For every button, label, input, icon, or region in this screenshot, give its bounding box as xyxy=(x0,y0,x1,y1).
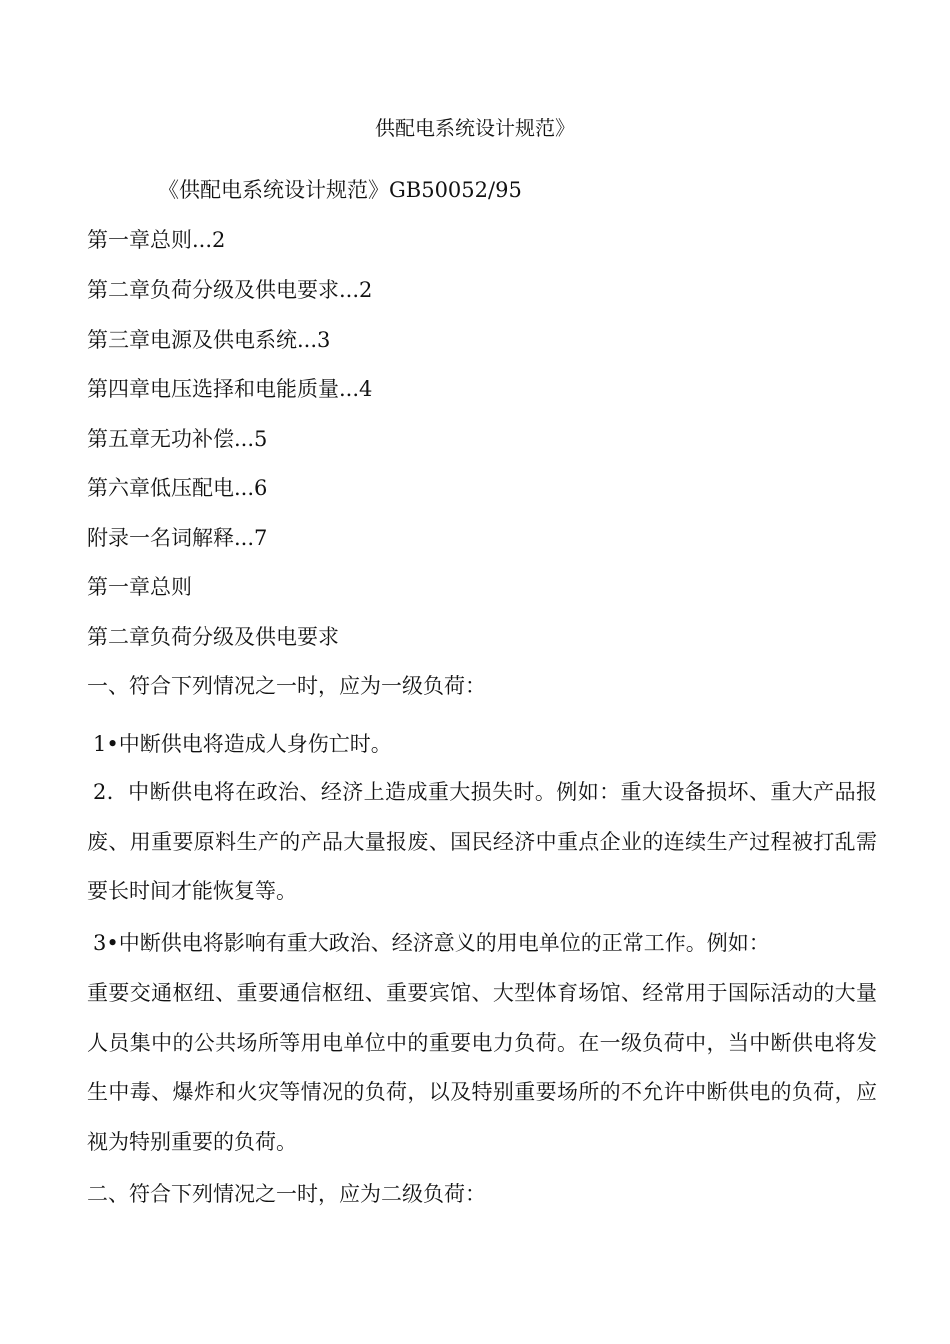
chapter-2-heading: 第二章负荷分级及供电要求 xyxy=(87,625,339,649)
section-2-heading: 二、符合下列情况之一时，应为二级负荷： xyxy=(87,1182,486,1206)
toc-item-ch3: 第三章电源及供电系统...3 xyxy=(87,328,331,352)
list-item-2: 2．中断供电将在政治、经济上造成重大损失时。例如：重大设备损坏、重大产品报废、用重要原料生产的产品大量报废、国民经济中重点企业的连续生产过程被打乱需要长时间才能恢复等。 xyxy=(87,780,877,904)
toc-item-ch2: 第二章负荷分级及供电要求...2 xyxy=(87,278,373,302)
document-subtitle: 《供配电系统设计规范》GB50052/95 xyxy=(158,178,522,202)
toc-item-ch6: 第六章低压配电...6 xyxy=(87,476,268,500)
toc-item-appendix: 附录一名词解释...7 xyxy=(87,526,268,550)
list-item-3-body: 重要交通枢纽、重要通信枢纽、重要宾馆、大型体育场馆、经常用于国际活动的大量人员集中的公共场所等用电单位中的重要电力负荷。在一级负荷中，当中断供电将发生中毒、爆炸和火灾等情况的负荷，以及特别重要场所的不允许中断供电的负荷，应视为特别重要的负荷。 xyxy=(87,981,877,1154)
toc-item-ch5: 第五章无功补偿...5 xyxy=(87,427,268,451)
list-item-3-first-line: 3•中断供电将影响有重大政治、经济意义的用电单位的正常工作。例如： xyxy=(93,931,770,955)
chapter-1-heading: 第一章总则 xyxy=(87,575,192,599)
list-item-1: 1•中断供电将造成人身伤亡时。 xyxy=(93,732,392,756)
document-title: 供配电系统设计规范》 xyxy=(375,116,575,140)
toc-item-ch1: 第一章总则...2 xyxy=(87,228,226,252)
section-1-heading: 一、符合下列情况之一时，应为一级负荷： xyxy=(87,674,486,698)
toc-item-ch4: 第四章电压选择和电能质量...4 xyxy=(87,377,373,401)
